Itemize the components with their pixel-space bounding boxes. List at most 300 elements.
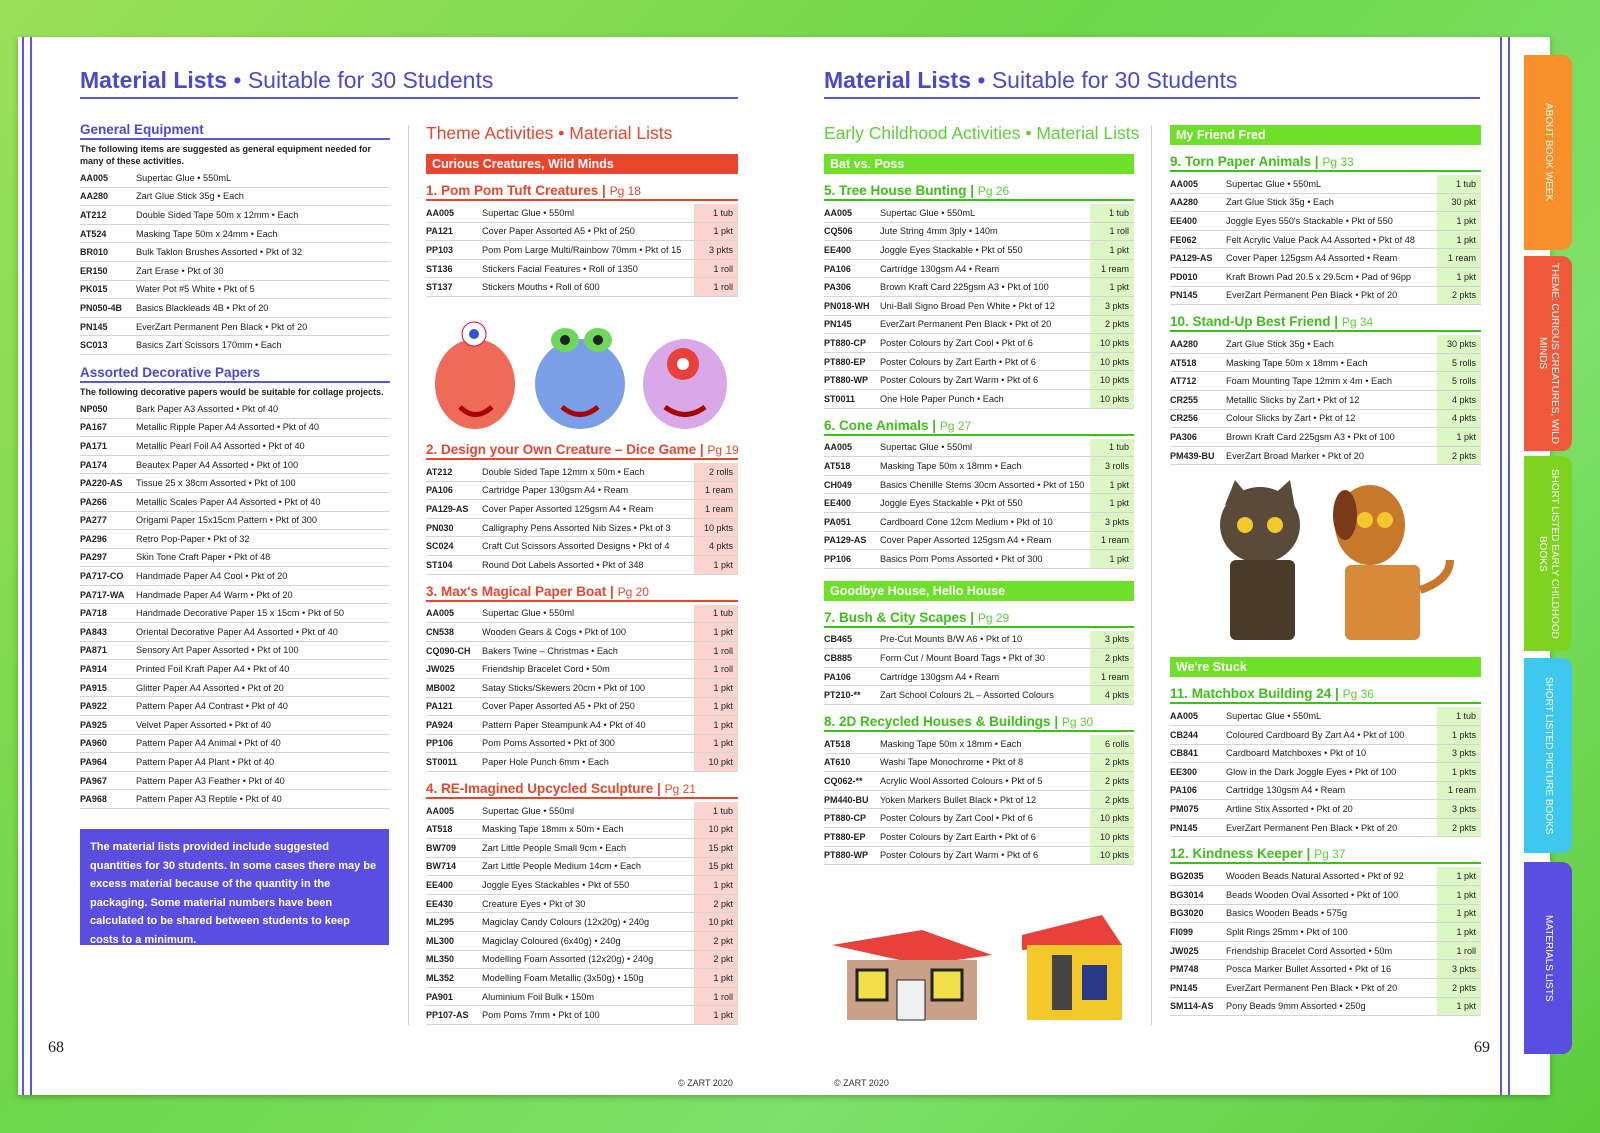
item-code: PN030 xyxy=(426,522,454,533)
table-row xyxy=(80,188,390,207)
material-list xyxy=(426,204,738,297)
item-code: PA843 xyxy=(80,626,107,637)
item-desc: Double Sided Tape 12mm x 50m • Each xyxy=(482,466,645,477)
item-code: AA005 xyxy=(426,207,455,218)
table-row xyxy=(80,419,390,438)
item-code: CB885 xyxy=(824,653,853,664)
item-code: PA106 xyxy=(426,485,453,496)
item-code: PA051 xyxy=(824,516,851,527)
item-desc: Brown Kraft Card 225gsm A3 • Pkt of 100 xyxy=(1226,431,1395,442)
item-desc: Zart School Colours 2L – Assorted Colours xyxy=(880,690,1054,701)
item-qty: 3 pkts xyxy=(694,241,738,259)
item-desc: Satay Sticks/Skewers 20cm • Pkt of 100 xyxy=(482,682,646,693)
item-desc: Cover Paper Assorted A5 • Pkt of 250 xyxy=(482,226,635,237)
side-tab[interactable]: SHORT LISTED EARLY CHILDHOOD BOOKS xyxy=(1524,456,1572,651)
item-desc: Supertac Glue • 550mL xyxy=(880,207,976,218)
item-desc: Handmade Paper A4 Warm • Pkt of 20 xyxy=(136,589,293,600)
item-code: EE400 xyxy=(1170,215,1198,226)
item-desc: Form Cut / Mount Board Tags • Pkt of 30 xyxy=(880,653,1045,664)
pom-pom-creatures-illustration xyxy=(430,312,730,437)
item-desc: Pom Pom Large Multi/Rainbow 70mm • Pkt of 15 xyxy=(482,244,682,255)
item-qty: 1 roll xyxy=(1437,942,1481,960)
divider xyxy=(408,125,409,1025)
table-row xyxy=(1170,960,1481,979)
item-code: PA106 xyxy=(824,671,851,682)
item-desc: Cover Paper 125gsm A4 Assorted • Ream xyxy=(1226,253,1398,264)
item-code: AT212 xyxy=(426,466,453,477)
table-row xyxy=(80,512,390,531)
item-desc: Colour Slicks by Zart • Pkt of 12 xyxy=(1226,413,1356,424)
item-qty: 1 pkt xyxy=(1437,231,1481,249)
item-qty: 30 pkts xyxy=(1437,335,1481,353)
item-desc: Retro Pop-Paper • Pkt of 32 xyxy=(136,533,250,544)
item-desc: Oriental Decorative Paper A4 Assorted • Pkt of 40 xyxy=(136,626,338,637)
item-code: PA171 xyxy=(80,440,107,451)
item-code: PA717-CO xyxy=(80,571,124,582)
item-code: ML295 xyxy=(426,917,455,928)
item-desc: Supertac Glue • 550ml xyxy=(482,207,575,218)
table-row xyxy=(824,204,1134,223)
item-desc: Joggle Eyes Stackable • Pkt of 550 xyxy=(880,244,1023,255)
activity-heading xyxy=(426,183,738,201)
item-code: PA960 xyxy=(80,738,107,749)
item-qty: 5 rolls xyxy=(1437,372,1481,390)
activity-title: 7. Bush & City Scapes | xyxy=(824,609,978,625)
item-qty: 15 pkt xyxy=(694,858,738,876)
footer-left: © ZART 2020 xyxy=(678,1078,733,1088)
item-code: AA005 xyxy=(426,805,455,816)
activity-page-ref: Pg 30 xyxy=(1061,715,1094,730)
item-desc: Zart Little People Small 9cm • Each xyxy=(482,842,627,853)
item-desc: EverZart Permanent Pen Black • Pkt of 20 xyxy=(136,321,308,332)
left-edge-lines xyxy=(22,37,32,1095)
item-desc: Skin Tone Craft Paper • Pkt of 48 xyxy=(136,552,271,563)
table-row xyxy=(824,316,1134,335)
item-qty: 1 roll xyxy=(694,260,738,278)
item-qty: 2 rolls xyxy=(694,463,738,481)
item-qty: 2 pkts xyxy=(1090,791,1134,809)
activity-heading xyxy=(1170,314,1481,332)
material-list xyxy=(824,439,1134,569)
quantity-note: The material lists provided include suggested quantities for 30 students. In some cases there may be excess material because of the quantity in the packaging. Some material numbers have been calculated to be shared between students to keep costs to a minimum. xyxy=(80,829,389,945)
table-row xyxy=(426,716,738,735)
item-desc: Bulk Taklon Brushes Assorted • Pkt of 32 xyxy=(136,247,302,258)
item-desc: Cardboard Matchboxes • Pkt of 10 xyxy=(1226,748,1367,759)
table-row xyxy=(824,754,1134,773)
item-code: PM748 xyxy=(1170,964,1199,975)
item-code: FE062 xyxy=(1170,234,1197,245)
early-heading: Early Childhood Activities • Material Lists xyxy=(824,123,1140,143)
item-desc: Magiclay Candy Colours (12x20g) • 240g xyxy=(482,917,650,928)
item-code: PT880-CP xyxy=(824,337,867,348)
item-qty: 10 pkts xyxy=(1090,390,1134,408)
item-desc: Bark Paper A3 Assorted • Pkt of 40 xyxy=(136,403,279,414)
item-code: PN145 xyxy=(1170,822,1198,833)
item-qty: 1 tub xyxy=(1090,204,1134,222)
item-qty: 1 ream xyxy=(1437,249,1481,267)
item-code: CN538 xyxy=(426,626,455,637)
side-tab[interactable]: SHORT LISTED PICTURE BOOKS xyxy=(1524,658,1572,853)
page-number-right: 69 xyxy=(1474,1039,1490,1056)
item-desc: Zart Glue Stick 35g • Each xyxy=(1226,338,1334,349)
table-row xyxy=(426,260,738,279)
table-row xyxy=(80,243,390,262)
item-code: PA297 xyxy=(80,552,107,563)
table-row xyxy=(426,753,738,772)
item-desc: Poster Colours by Zart Earth • Pkt of 6 xyxy=(880,831,1036,842)
table-row xyxy=(1170,707,1481,726)
item-qty: 1 pkt xyxy=(1437,923,1481,941)
table-row xyxy=(824,390,1134,409)
activity-title: 2. Design your Own Creature – Dice Game | xyxy=(426,441,708,457)
item-qty: 1 tub xyxy=(1437,707,1481,725)
item-code: AA005 xyxy=(426,608,455,619)
item-desc: Joggle Eyes 550's Stackable • Pkt of 550 xyxy=(1226,215,1393,226)
item-qty: 1 pkt xyxy=(694,679,738,697)
table-row xyxy=(1170,745,1481,764)
item-code: PA266 xyxy=(80,496,107,507)
table-row xyxy=(426,698,738,717)
table-row xyxy=(80,660,390,679)
item-code: PT880-CP xyxy=(824,813,867,824)
item-qty: 1 roll xyxy=(694,988,738,1006)
item-qty: 2 pkts xyxy=(1090,754,1134,772)
table-row xyxy=(1170,268,1481,287)
activity-title: 4. RE-Imagined Upcycled Sculpture | xyxy=(426,780,665,796)
item-qty: 2 pkt xyxy=(694,951,738,969)
table-row xyxy=(80,697,390,716)
item-code: AT524 xyxy=(80,228,107,239)
item-desc: Metallic Pearl Foil A4 Assorted • Pkt of 40 xyxy=(136,440,305,451)
item-code: BG2035 xyxy=(1170,871,1204,882)
table-row xyxy=(824,334,1134,353)
theme-heading: Theme Activities • Material Lists xyxy=(426,123,673,143)
item-qty: 1 pkt xyxy=(1437,998,1481,1016)
table-row xyxy=(80,679,390,698)
table-row xyxy=(1170,886,1481,905)
item-qty: 1 pkt xyxy=(694,716,738,734)
item-code: PA718 xyxy=(80,608,107,619)
item-desc: Yoken Markers Bullet Black • Pkt of 12 xyxy=(880,794,1037,805)
item-desc: Pattern Paper Steampunk A4 • Pkt of 40 xyxy=(482,719,646,730)
table-row xyxy=(80,567,390,586)
item-code: PN145 xyxy=(1170,290,1198,301)
item-desc: Creature Eyes • Pkt of 30 xyxy=(482,898,586,909)
item-desc: Basics Blackleads 4B • Pkt of 20 xyxy=(136,302,269,313)
item-qty: 1 pkt xyxy=(1090,241,1134,259)
activity-heading xyxy=(1170,686,1481,704)
houses-illustration xyxy=(822,905,1140,1025)
item-desc: Printed Foil Kraft Paper A4 • Pkt of 40 xyxy=(136,664,290,675)
item-qty: 2 pkt xyxy=(694,932,738,950)
item-qty: 1 tub xyxy=(1437,175,1481,193)
item-desc: Cover Paper Assorted 125gsm A4 • Ream xyxy=(880,535,1052,546)
item-desc: EverZart Broad Marker • Pkt of 20 xyxy=(1226,450,1365,461)
table-row xyxy=(1170,800,1481,819)
item-qty: 4 pkts xyxy=(694,537,738,555)
item-code: AA280 xyxy=(80,191,109,202)
item-qty: 3 rolls xyxy=(1090,457,1134,475)
table-row xyxy=(80,586,390,605)
item-desc: Paper Hole Punch 6mm • Each xyxy=(482,757,609,768)
table-row xyxy=(426,482,738,501)
papers-heading: Assorted Decorative Papers xyxy=(80,365,390,383)
item-code: PA167 xyxy=(80,422,107,433)
table-row xyxy=(824,476,1134,495)
material-list xyxy=(426,605,738,772)
item-code: PN145 xyxy=(80,321,108,332)
item-code: JW025 xyxy=(426,664,455,675)
item-desc: Pre-Cut Mounts B/W A6 • Pkt of 10 xyxy=(880,634,1023,645)
table-row xyxy=(824,371,1134,390)
activity-heading xyxy=(426,781,738,799)
item-qty: 4 pkts xyxy=(1437,391,1481,409)
activity-title: 11. Matchbox Building 24 | xyxy=(1170,686,1343,702)
activity-page-ref: Pg 26 xyxy=(977,184,1010,198)
item-desc: Masking Tape 50m x 18mm • Each xyxy=(1226,357,1368,368)
activity-heading xyxy=(1170,846,1481,864)
item-code: PA174 xyxy=(80,459,107,470)
item-qty: 10 pkts xyxy=(1090,334,1134,352)
side-tab[interactable]: MATERIALS LISTS xyxy=(1524,862,1572,1054)
table-row xyxy=(1170,372,1481,391)
table-row xyxy=(80,456,390,475)
item-code: PN145 xyxy=(824,319,852,330)
table-row xyxy=(1170,447,1481,466)
activity-page-ref: Pg 20 xyxy=(617,584,649,599)
item-desc: Metallic Slicks by Zart • Pkt of 12 xyxy=(1226,394,1360,405)
table-row xyxy=(1170,979,1481,998)
table-row xyxy=(824,735,1134,754)
table-row xyxy=(426,932,738,951)
table-row xyxy=(426,735,738,754)
table-row xyxy=(426,913,738,932)
table-row xyxy=(426,500,738,519)
item-desc: Craft Cut Scissors Assorted Designs • Pkt of 4 xyxy=(482,541,670,552)
item-qty: 1 ream xyxy=(1437,782,1481,800)
page-number-left: 68 xyxy=(48,1039,64,1056)
item-code: PN145 xyxy=(1170,982,1198,993)
side-tab[interactable]: THEME: CURIOUS CREATURES, WILD MINDS xyxy=(1524,256,1572,451)
item-desc: Pattern Paper A4 Contrast • Pkt of 40 xyxy=(136,701,288,712)
item-code: PM075 xyxy=(1170,804,1199,815)
table-row xyxy=(824,297,1134,316)
item-code: PP103 xyxy=(426,244,454,255)
item-qty: 1 pkt xyxy=(1090,550,1134,568)
item-desc: Supertac Glue • 550ml xyxy=(880,442,973,453)
item-qty: 10 pkts xyxy=(694,519,738,537)
item-code: SC013 xyxy=(80,340,108,351)
item-code: PP106 xyxy=(426,738,454,749)
item-code: PP107-AS xyxy=(426,1010,469,1021)
item-code: PA106 xyxy=(824,263,851,274)
item-code: ML300 xyxy=(426,935,455,946)
early-column xyxy=(824,123,1140,865)
table-row xyxy=(1170,354,1481,373)
activity-heading xyxy=(824,610,1134,628)
table-row xyxy=(80,169,390,188)
item-code: AA005 xyxy=(80,172,109,183)
item-qty: 2 pkts xyxy=(1437,819,1481,837)
table-row xyxy=(426,556,738,575)
item-code: AT518 xyxy=(824,460,851,471)
item-code: PK015 xyxy=(80,284,108,295)
item-desc: Basics Chenille Stems 30cm Assorted • Pkt of 150 xyxy=(880,479,1085,490)
table-row xyxy=(426,679,738,698)
item-qty: 3 pkts xyxy=(1090,513,1134,531)
table-row xyxy=(1170,231,1481,250)
item-qty: 2 pkts xyxy=(1437,447,1481,465)
table-row xyxy=(426,278,738,297)
item-code: PT210-** xyxy=(824,690,861,701)
table-row xyxy=(80,549,390,568)
material-list xyxy=(1170,175,1481,305)
item-code: AA280 xyxy=(1170,338,1199,349)
table-row xyxy=(426,241,738,260)
table-row xyxy=(426,839,738,858)
table-row xyxy=(426,969,738,988)
item-desc: Magiclay Coloured (6x40g) • 240g xyxy=(482,935,621,946)
item-desc: Poster Colours by Zart Warm • Pkt of 6 xyxy=(880,850,1039,861)
item-code: SM114-AS xyxy=(1170,1001,1214,1012)
item-desc: Wooden Beads Natural Assorted • Pkt of 92 xyxy=(1226,871,1404,882)
table-row xyxy=(426,642,738,661)
item-code: PN018-WH xyxy=(824,300,870,311)
table-row xyxy=(1170,923,1481,942)
item-qty: 1 pkt xyxy=(694,876,738,894)
item-desc: Basics Wooden Beads • 575g xyxy=(1226,908,1348,919)
item-desc: Cardboard Cone 12cm Medium • Pkt of 10 xyxy=(880,516,1053,527)
early-groups xyxy=(824,154,1134,865)
item-qty: 1 pkt xyxy=(1437,268,1481,286)
item-qty: 10 pkt xyxy=(694,820,738,838)
item-code: JW025 xyxy=(1170,945,1199,956)
item-code: PA106 xyxy=(1170,785,1197,796)
table-row xyxy=(80,790,390,809)
side-tab[interactable]: ABOUT BOOK WEEK xyxy=(1524,55,1572,250)
item-desc: Split Rings 25mm • Pkt of 100 xyxy=(1226,927,1348,938)
item-qty: 2 pkt xyxy=(694,895,738,913)
item-qty: 1 pkt xyxy=(694,1006,738,1024)
footer-right: © ZART 2020 xyxy=(834,1078,889,1088)
item-desc: Uni-Ball Signo Broad Pen White • Pkt of 12 xyxy=(880,300,1055,311)
item-desc: Aluminium Foil Bulk • 150m xyxy=(482,991,594,1002)
item-desc: Wooden Gears & Cogs • Pkt of 100 xyxy=(482,626,626,637)
item-qty: 1 pkt xyxy=(694,735,738,753)
item-code: EE300 xyxy=(1170,766,1198,777)
item-desc: Masking Tape 50m x 18mm • Each xyxy=(880,460,1022,471)
item-code: ST0011 xyxy=(426,757,458,768)
item-code: AA005 xyxy=(824,207,853,218)
table-row xyxy=(824,241,1134,260)
item-desc: Cover Paper Assorted A5 • Pkt of 250 xyxy=(482,701,635,712)
item-desc: Cartridge 130gsm A4 • Ream xyxy=(880,671,1000,682)
item-desc: Washi Tape Monochrome • Pkt of 8 xyxy=(880,757,1024,768)
activity-title: 1. Pom Pom Tuft Creatures | xyxy=(426,183,610,198)
table-row xyxy=(426,605,738,624)
item-desc: Modelling Foam Metallic (3x50g) • 150g xyxy=(482,973,644,984)
item-code: ER150 xyxy=(80,265,108,276)
table-row xyxy=(426,660,738,679)
item-code: PA968 xyxy=(80,794,107,805)
item-desc: Metallic Ripple Paper A4 Assorted • Pkt of 40 xyxy=(136,422,319,433)
section-band: We're Stuck xyxy=(1170,657,1481,677)
item-code: PA306 xyxy=(824,282,851,293)
table-row xyxy=(1170,391,1481,410)
activity-page-ref: Pg 34 xyxy=(1341,315,1374,330)
activity-heading xyxy=(1170,154,1481,172)
item-desc: Origami Paper 15x15cm Pattern • Pkt of 300 xyxy=(136,515,317,526)
table-row xyxy=(824,791,1134,810)
activity-page-ref: Pg 36 xyxy=(1342,687,1374,702)
table-row xyxy=(426,895,738,914)
activity-page-ref: Pg 27 xyxy=(939,418,972,433)
activity-page-ref: Pg 19 xyxy=(707,442,739,457)
item-code: CH049 xyxy=(824,479,853,490)
table-row xyxy=(80,318,390,337)
activity-page-ref: Pg 37 xyxy=(1314,847,1346,862)
item-qty: 1 pkt xyxy=(1437,428,1481,446)
item-qty: 2 pkts xyxy=(1090,772,1134,790)
item-desc: Modelling Foam Assorted (12x20g) • 240g xyxy=(482,954,654,965)
item-code: ML350 xyxy=(426,954,455,965)
item-desc: Masking Tape 18mm x 50m • Each xyxy=(482,824,624,835)
activity-page-ref: Pg 18 xyxy=(609,184,641,198)
item-desc: Kraft Brown Pad 20.5 x 29.5cm • Pad of 96pp xyxy=(1226,271,1412,282)
item-code: CQ506 xyxy=(824,226,853,237)
papers-list xyxy=(80,400,390,809)
item-code: PA915 xyxy=(80,682,107,693)
item-desc: Glitter Paper A4 Assorted • Pkt of 20 xyxy=(136,682,284,693)
item-code: AT610 xyxy=(824,757,851,768)
item-desc: Metallic Scales Paper A4 Assorted • Pkt of 40 xyxy=(136,496,321,507)
table-row xyxy=(1170,249,1481,268)
item-qty: 3 pkts xyxy=(1090,631,1134,649)
item-desc: Basics Zart Scissors 170mm • Each xyxy=(136,340,282,351)
item-code: PA924 xyxy=(426,719,453,730)
item-qty: 10 pkts xyxy=(1090,809,1134,827)
item-desc: Poster Colours by Zart Cool • Pkt of 6 xyxy=(880,337,1033,348)
table-row xyxy=(824,532,1134,551)
table-row xyxy=(824,772,1134,791)
table-row xyxy=(80,716,390,735)
item-code: CR256 xyxy=(1170,413,1199,424)
item-code: PT880-WP xyxy=(824,375,869,386)
item-qty: 1 roll xyxy=(694,278,738,296)
table-row xyxy=(824,278,1134,297)
activity-heading xyxy=(824,183,1134,201)
item-qty: 1 tub xyxy=(694,204,738,222)
section-band: My Friend Fred xyxy=(1170,125,1481,145)
item-desc: Poster Colours by Zart Warm • Pkt of 6 xyxy=(880,375,1039,386)
item-qty: 10 pkts xyxy=(1090,847,1134,865)
item-qty: 1 ream xyxy=(1090,260,1134,278)
item-desc: Supertac Glue • 550ml xyxy=(482,608,575,619)
activity-title: 5. Tree House Bunting | xyxy=(824,183,978,198)
item-desc: Handmade Decorative Paper 15 x 15cm • Pkt of 50 xyxy=(136,608,345,619)
item-code: PT880-WP xyxy=(824,850,869,861)
theme-activities xyxy=(426,183,738,1025)
material-list xyxy=(426,802,738,1025)
table-row xyxy=(80,772,390,791)
right-page-title: Material Lists • Suitable for 30 Students xyxy=(824,67,1480,99)
table-row xyxy=(80,299,390,318)
item-desc: Supertac Glue • 550ml xyxy=(482,805,575,816)
table-row xyxy=(1170,410,1481,429)
material-list xyxy=(1170,335,1481,465)
item-code: PA129-AS xyxy=(426,503,469,514)
item-code: AA005 xyxy=(824,442,853,453)
